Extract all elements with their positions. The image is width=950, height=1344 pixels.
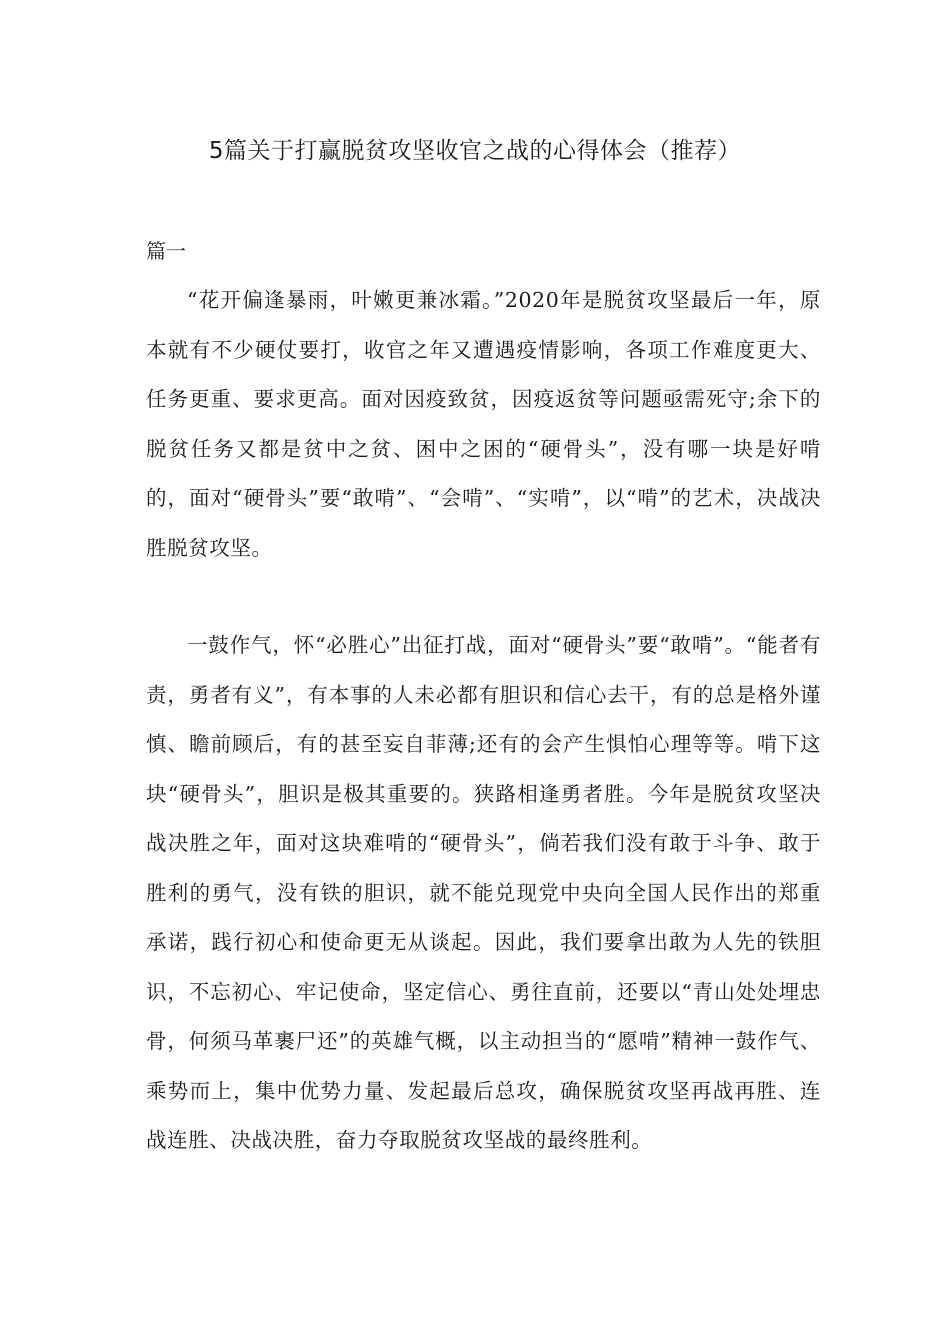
paragraph-2: 一鼓作气，怀“必胜心”出征打战，面对“硬骨头”要“敢啃”。“能者有责，勇者有义”，有本事的人未必都有胆识和信心去干，有的总是格外谨慎、瞻前顾后，有的甚至妄自菲薄;还有的会产生惧怕心理等等。啃下这块“硬骨头”，胆识是极其重要的。狭路相逢勇者胜。今年是脱贫攻坚决战决胜之年，面对这块难啃的“硬骨头”，倘若我们没有敢于斗争、敢于胜利的勇气，没有铁的胆识，就不能兑现党中央向全国人民作出的郑重承诺，践行初心和使命更无从谈起。因此，我们要拿出敢为人先的铁胆识，不忘初心、牢记使命，坚定信心、勇往直前，还要以“青山处处埋忠骨，何须马革裹尸还”的英雄气概，以主动担当的“愿啃”精神一鼓作气、乘势而上，集中优势力量、发起最后总攻，确保脱贫攻坚再战再胜、连战连胜、决战决胜，奋力夺取脱贫攻坚战的最终胜利。 xyxy=(146,633,821,1152)
document-title: 5篇关于打赢脱贫攻坚收官之战的心得体会（推荐） xyxy=(208,138,742,164)
section-heading: 篇一 xyxy=(146,239,186,263)
paragraph-1: “花开偏逢暴雨，叶嫩更兼冰霜。”2020年是脱贫攻坚最后一年，原本就有不少硬仗要打，收官之年又遭遇疫情影响，各项工作难度更大、任务更重、要求更高。面对因疫致贫，因疫返贫等问题亟需死守;余下的脱贫任务又都是贫中之贫、困中之困的“硬骨头”，没有哪一块是好啃的，面对“硬骨头”要“敢啃”、“会啃”、“实啃”，以“啃”的艺术，决战决胜脱贫攻坚。 xyxy=(146,288,821,560)
